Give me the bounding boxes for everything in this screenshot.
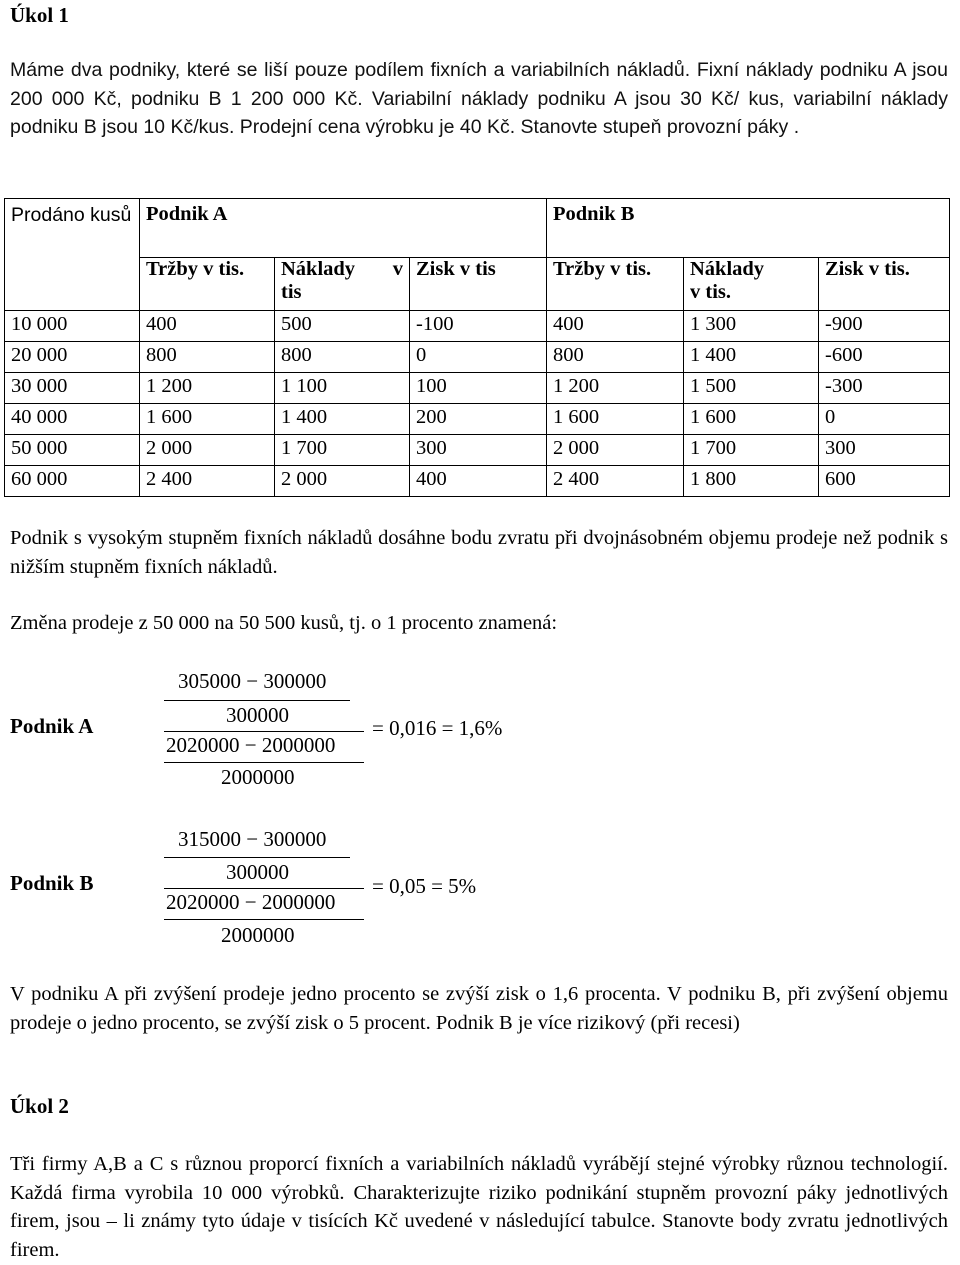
b-costs-unit: v tis. <box>690 281 731 303</box>
table-cell: 2 400 <box>547 466 684 497</box>
cost-table <box>4 198 950 497</box>
b-profit-header: Zisk v tis. <box>819 258 950 311</box>
table-cell: 400 <box>547 311 684 342</box>
table-cell: 800 <box>140 342 275 373</box>
b-revenue-header: Tržby v tis. <box>547 258 684 311</box>
table-cell: 1 700 <box>275 435 410 466</box>
formula-a-den-line <box>164 762 364 763</box>
table-cell: 800 <box>275 342 410 373</box>
table-row <box>5 466 950 497</box>
b-costs-header <box>684 258 819 311</box>
group-a-header: Podnik A <box>140 199 547 258</box>
formula-a-label: Podnik A <box>10 714 94 738</box>
b-costs-word: Náklady <box>690 258 765 280</box>
task1-intro: Máme dva podniky, které se liší pouze podílem fixních a variabilních nákladů. Fixní náklady podniku A jsou 200 000 Kč, podniku B 1 200 000 Kč. Variabilní náklady podniku A jsou 30 Kč/ kus, variabilní náklady podniku B jsou 10 Kč/kus. Prodejní cena výrobku je 40 Kč. Stanovte stupeň provozní páky . <box>10 59 948 138</box>
formula-b-den-bottom: 2000000 <box>221 923 295 947</box>
table-cell: 50 000 <box>5 435 140 466</box>
table-cell: 100 <box>410 373 547 404</box>
table-cell: 400 <box>410 466 547 497</box>
table-cell: 30 000 <box>5 373 140 404</box>
task2-text: Tři firmy A,B a C s různou proporcí fixních a variabilních nákladů vyrábějí stejné výrobky různou technologií. Každá firma vyrobila 10 000 výrobků. Charakterizujte riziko podnikání stupněm provozní páky jednotlivých firem, jsou – li známy tyto údaje v tisících Kč uvedené v následující tabulce. Stanovte body zvratu jednotlivých firem. <box>10 1153 948 1261</box>
table-row <box>5 435 950 466</box>
a-costs-header <box>275 258 410 311</box>
table-row <box>5 373 950 404</box>
formula-a-result: = 0,016 = 1,6% <box>372 716 503 740</box>
task1-note: Podnik s vysokým stupněm fixních nákladů dosáhne bodu zvratu při dvojnásobném objemu prodeje než podnik s nižším stupněm fixních nákladů. <box>10 527 948 578</box>
sold-header: Prodáno kusů <box>5 199 140 311</box>
table-body <box>5 311 950 497</box>
table-cell: 1 100 <box>275 373 410 404</box>
table-cell: 400 <box>140 311 275 342</box>
task1-conclusion: V podniku A při zvýšení prodeje jedno procento se zvýší zisk o 1,6 procenta. V podniku B, při zvýšení objemu prodeje o jedno procento, se zvýší zisk o 5 procent. Podnik B je více rizikový (při recesi) <box>10 983 948 1034</box>
table-cell: 40 000 <box>5 404 140 435</box>
table-header-row-1 <box>5 199 950 258</box>
table-row <box>5 311 950 342</box>
formula-a-num-line <box>164 700 350 701</box>
table-cell: 1 700 <box>684 435 819 466</box>
table-cell: 20 000 <box>5 342 140 373</box>
table-cell: 1 200 <box>140 373 275 404</box>
formula-a-den-bottom: 2000000 <box>221 765 295 789</box>
table-row <box>5 404 950 435</box>
formula-a-num-top: 305000 − 300000 <box>178 669 327 693</box>
table-cell: 10 000 <box>5 311 140 342</box>
formula-b-num-line <box>164 857 350 858</box>
a-revenue-header: Tržby v tis. <box>140 258 275 311</box>
table-cell: 1 600 <box>547 404 684 435</box>
table-cell: 0 <box>819 404 950 435</box>
table-cell: 500 <box>275 311 410 342</box>
table-cell: 1 200 <box>547 373 684 404</box>
table-cell: -600 <box>819 342 950 373</box>
table-cell: -100 <box>410 311 547 342</box>
table-cell: 1 500 <box>684 373 819 404</box>
a-costs-word: Náklady <box>281 258 356 280</box>
formula-b-den-top: 2020000 − 2000000 <box>166 890 336 914</box>
formula-b-result: = 0,05 = 5% <box>372 874 477 898</box>
table-cell: 60 000 <box>5 466 140 497</box>
table-cell: 300 <box>410 435 547 466</box>
formula-b-num-bottom: 300000 <box>226 860 289 884</box>
table-row <box>5 342 950 373</box>
table-cell: 1 600 <box>684 404 819 435</box>
formula-a-main-line <box>164 731 364 732</box>
formula-b-main-line <box>164 888 364 889</box>
table-header-row-2 <box>5 258 950 311</box>
group-b-header: Podnik B <box>547 199 950 258</box>
task2-heading: Úkol 2 <box>10 1094 69 1118</box>
table-cell: 1 800 <box>684 466 819 497</box>
table-cell: 1 400 <box>275 404 410 435</box>
table-cell: 1 400 <box>684 342 819 373</box>
table-cell: 2 000 <box>275 466 410 497</box>
a-costs-v: v <box>392 258 403 280</box>
table-cell: 1 300 <box>684 311 819 342</box>
table-cell: -300 <box>819 373 950 404</box>
table-cell: 200 <box>410 404 547 435</box>
table-cell: 300 <box>819 435 950 466</box>
table-cell: 2 000 <box>140 435 275 466</box>
table-cell: 0 <box>410 342 547 373</box>
table-cell: 2 000 <box>547 435 684 466</box>
formula-b-num-top: 315000 − 300000 <box>178 827 327 851</box>
table-cell: 1 600 <box>140 404 275 435</box>
task1-change: Změna prodeje z 50 000 na 50 500 kusů, tj. o 1 procento znamená: <box>10 612 558 634</box>
table-cell: 600 <box>819 466 950 497</box>
formula-a-num-bottom: 300000 <box>226 703 289 727</box>
formula-b-label: Podnik B <box>10 871 94 895</box>
table-cell: 2 400 <box>140 466 275 497</box>
task1-heading: Úkol 1 <box>10 3 69 27</box>
formula-b-den-line <box>164 919 364 920</box>
table-cell: -900 <box>819 311 950 342</box>
table-cell: 800 <box>547 342 684 373</box>
formula-a-den-top: 2020000 − 2000000 <box>166 733 336 757</box>
a-profit-header: Zisk v tis <box>410 258 547 311</box>
a-costs-unit: tis <box>281 281 302 303</box>
